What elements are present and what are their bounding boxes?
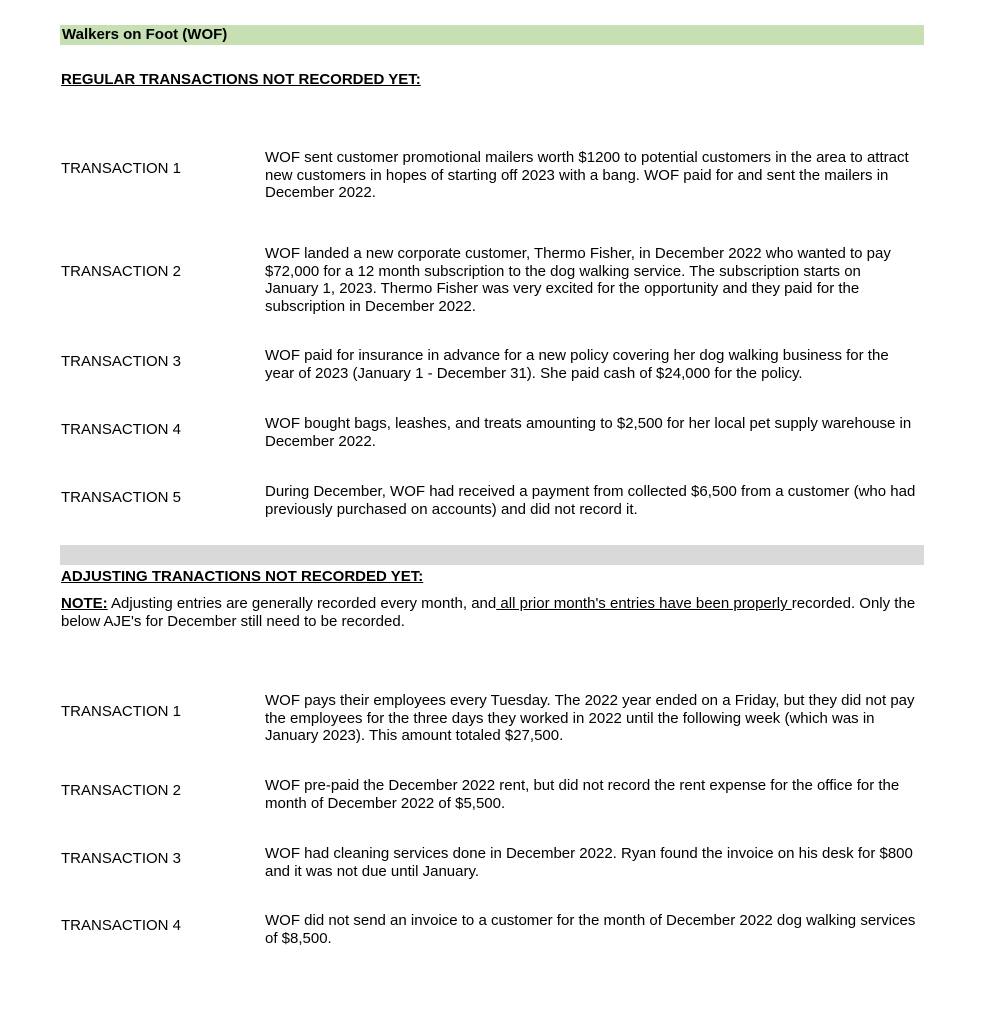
adjusting-transaction-3-text: WOF had cleaning services done in December 2022. Ryan found the invoice on his desk for $800 and it was not due until January. (265, 845, 913, 880)
regular-transaction-4-text: WOF bought bags, leashes, and treats amounting to $2,500 for her local pet supply warehouse in December 2022. (265, 415, 912, 450)
adjusting-transaction-4-text: WOF did not send an invoice to a customer for the month of December 2022 dog walking services of $8,500. (265, 912, 916, 947)
regular-transaction-3-label: TRANSACTION 3 (61, 353, 182, 370)
regular-transaction-4-label: TRANSACTION 4 (61, 421, 182, 438)
adjusting-note (61, 595, 931, 630)
regular-transaction-2-label: TRANSACTION 2 (61, 263, 182, 280)
regular-transactions-heading: REGULAR TRANSACTIONS NOT RECORDED YET: (61, 71, 421, 88)
regular-transaction-2-text: WOF landed a new corporate customer, Thermo Fisher, in December 2022 who wanted to pay $72,000 for a 12 month subscription to the dog walking service. The subscription starts on January 1, 2023. Thermo Fisher was very excited for the opportunity and they paid for the subscription in December 2022. (265, 245, 891, 315)
regular-transaction-1-text: WOF sent customer promotional mailers worth $1200 to potential customers in the area to attract new customers in hopes of starting off 2023 with a bang. WOF paid for and sent the mailers in December 2022. (265, 149, 909, 201)
note-text-part1: Adjusting entries are generally recorded every month, and (107, 595, 497, 612)
page-title: Walkers on Foot (WOF) (62, 26, 228, 43)
regular-transaction-5-label: TRANSACTION 5 (61, 489, 182, 506)
regular-transaction-5-text: During December, WOF had received a payment from collected $6,500 from a customer (who had previously purchased on accounts) and did not record it. (265, 483, 916, 518)
note-text-part2: recorded. Only the below AJE's for December still need to be recorded. (61, 595, 916, 630)
adjusting-transaction-2-text: WOF pre-paid the December 2022 rent, but did not record the rent expense for the office for the month of December 2022 of $5,500. (265, 777, 900, 812)
adjusting-transaction-2-label: TRANSACTION 2 (61, 782, 182, 799)
section-divider-bar (60, 545, 924, 565)
adjusting-transaction-1-label: TRANSACTION 1 (61, 703, 182, 720)
adjusting-transactions-heading: ADJUSTING TRANACTIONS NOT RECORDED YET: (61, 568, 424, 585)
note-label: NOTE: (61, 595, 108, 612)
adjusting-transaction-1-text: WOF pays their employees every Tuesday. The 2022 year ended on a Friday, but they did not pay the employees for the three days they worked in 2022 until the following week (which was in January 2023). This amount totaled $27,500. (265, 692, 915, 744)
regular-transaction-3-text: WOF paid for insurance in advance for a new policy covering her dog walking business for the year of 2023 (January 1 - December 31). She paid cash of $24,000 for the policy. (265, 347, 889, 382)
adjusting-transaction-3-label: TRANSACTION 3 (61, 850, 182, 867)
regular-transaction-1-label: TRANSACTION 1 (61, 160, 182, 177)
adjusting-transaction-4-label: TRANSACTION 4 (61, 917, 182, 934)
note-text-underlined: all prior month's entries have been properly (496, 595, 792, 612)
